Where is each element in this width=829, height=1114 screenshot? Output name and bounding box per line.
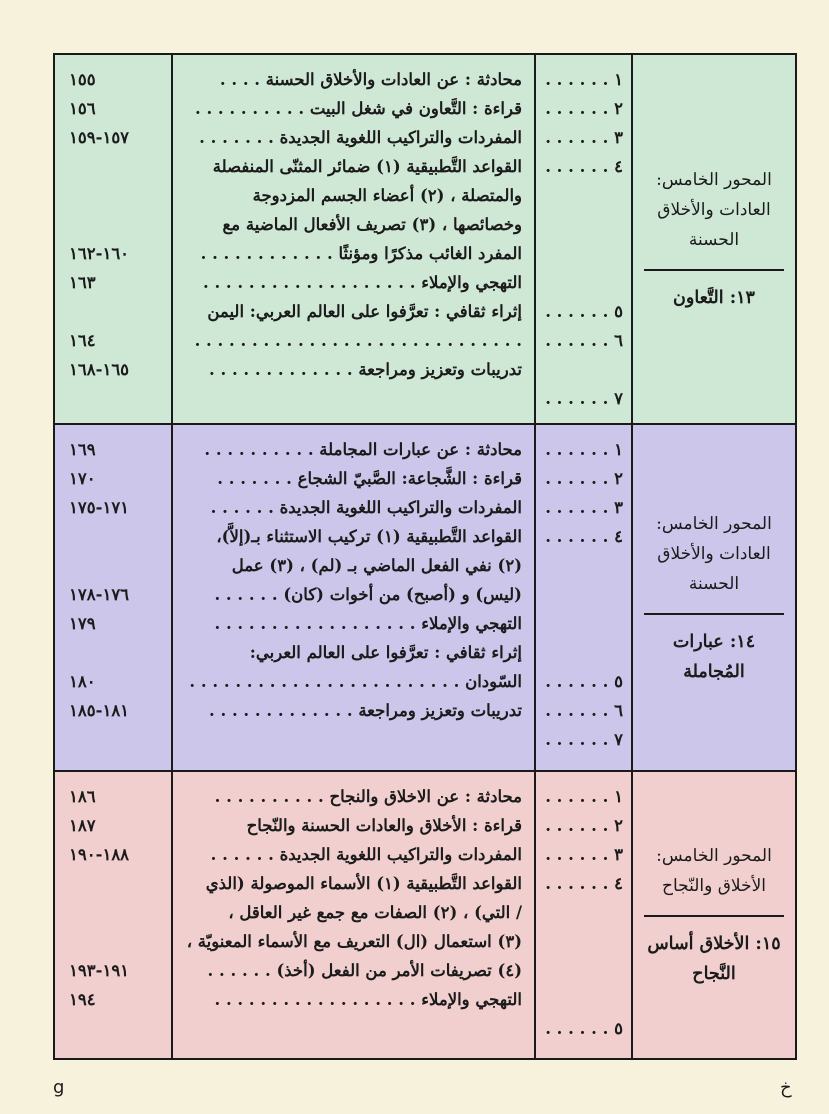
unit-14 xyxy=(55,425,795,772)
page-number: ١٥٦ xyxy=(69,99,96,118)
item-number: ٣ . . . . . . xyxy=(545,498,623,517)
item-number: ٥ . . . . . . xyxy=(545,1019,623,1038)
page-number xyxy=(69,152,171,181)
page-number xyxy=(69,297,171,326)
item-number xyxy=(536,927,623,956)
page-number: ١٨١-١٨٥ xyxy=(69,701,130,720)
lesson-contents xyxy=(171,55,534,423)
axis-title: المحور الخامس: الأخلاق والنّجاح xyxy=(656,846,772,896)
page-number xyxy=(69,210,171,239)
content-line: السّودان . . . . . . . . . . . . . . . . . . . . . . . . xyxy=(189,672,522,691)
item-number xyxy=(536,239,623,268)
content-line: . . . . . . . . . . . . . . . . . . . . . . . . . . . . . xyxy=(194,331,522,350)
lesson-contents xyxy=(171,425,534,770)
item-number: ١ . . . . . . xyxy=(545,70,623,89)
title-divider xyxy=(644,613,784,615)
content-line: القواعد التَّطبيقية (١) الأسماء الموصولة (الذي xyxy=(205,874,522,893)
unit-13 xyxy=(55,55,795,425)
page-number xyxy=(69,898,171,927)
item-numbers xyxy=(534,772,631,1058)
content-line: تدريبات وتعزيز ومراجعة . . . . . . . . . . . . . xyxy=(208,701,522,720)
page-numbers xyxy=(55,55,171,423)
item-number xyxy=(536,609,623,638)
item-number xyxy=(536,638,623,667)
content-line: قراءة : الشَّجاعة: الصَّبيّ الشجاع . . . . . . . xyxy=(217,469,522,488)
item-numbers xyxy=(534,425,631,770)
content-line: إثراء ثقافي : تعرَّفوا على العالم العربي: اليمن xyxy=(207,302,522,321)
item-number: ١ . . . . . . xyxy=(545,440,623,459)
content-line: / التي) ، (٢) الصفات مع جمع غير العاقل ، xyxy=(228,903,522,922)
page-numbers xyxy=(55,425,171,770)
page-number: ١٩٤ xyxy=(69,990,96,1009)
page-number: ١٦٥-١٦٨ xyxy=(69,360,130,379)
item-number: ٤ . . . . . . xyxy=(545,527,623,546)
page-number: ١٧٦-١٧٨ xyxy=(69,585,130,604)
page-number xyxy=(69,181,171,210)
page-number: ١٨٨-١٩٠ xyxy=(69,845,130,864)
title-divider xyxy=(644,915,784,917)
unit-title-cell xyxy=(631,772,795,1058)
item-number: ٧ . . . . . . xyxy=(545,389,623,408)
content-line: قراءة : الأخلاق والعادات الحسنة والنّجاح xyxy=(246,816,522,835)
content-line: القواعد التَّطبيقية (١) ضمائر المثنّى المنفصلة xyxy=(212,157,522,176)
page-number xyxy=(69,522,171,551)
page-number: ١٦٣ xyxy=(69,273,96,292)
table-of-contents xyxy=(53,53,797,1060)
page-number: ١٨٧ xyxy=(69,816,96,835)
unit-15 xyxy=(55,772,795,1058)
item-number xyxy=(536,985,623,1014)
item-number xyxy=(536,181,623,210)
content-line: تدريبات وتعزيز ومراجعة . . . . . . . . . . . . . xyxy=(208,360,522,379)
page-number: ١٧٠ xyxy=(69,469,96,488)
content-line: والمتصلة ، (٢) أعضاء الجسم المزدوجة xyxy=(252,186,522,205)
content-line: المفردات والتراكيب اللغوية الجديدة . . . . . . xyxy=(210,845,522,864)
item-number: ١ . . . . . . xyxy=(545,787,623,806)
content-line: التهجي والإملاء . . . . . . . . . . . . . . . . . . xyxy=(214,990,522,1009)
page-number xyxy=(69,638,171,667)
item-number xyxy=(536,551,623,580)
lesson-contents xyxy=(171,772,534,1058)
page-number: ١٦٤ xyxy=(69,331,96,350)
axis-title: المحور الخامس: العادات والأخلاق الحسنة xyxy=(656,513,772,594)
item-number: ٥ . . . . . . xyxy=(545,672,623,691)
item-number: ٧ . . . . . . xyxy=(545,730,623,749)
unit-title-cell xyxy=(631,425,795,770)
item-number: ٦ . . . . . . xyxy=(545,701,623,720)
item-number: ٢ . . . . . . xyxy=(545,816,623,835)
unit-title-cell xyxy=(631,55,795,423)
page-number: ١٦٩ xyxy=(69,440,96,459)
content-line: محادثة : عن الاخلاق والنجاح . . . . . . . . . . xyxy=(214,787,522,806)
item-number: ٣ . . . . . . xyxy=(545,128,623,147)
page-number: ١٧١-١٧٥ xyxy=(69,498,130,517)
content-line: (٤) تصريفات الأمر من الفعل (أخذ) . . . . . . xyxy=(207,961,522,980)
item-number: ٤ . . . . . . xyxy=(545,157,623,176)
content-line: (٣) استعمال (ال) التعريف مع الأسماء المعنويّة ، xyxy=(186,932,522,951)
content-line: (٢) نفي الفعل الماضي بـ (لم) ، (٣) عمل xyxy=(231,556,522,575)
item-numbers xyxy=(534,55,631,423)
content-line: محادثة : عن عبارات المجاملة . . . . . . . . . . xyxy=(204,440,522,459)
content-line: المفردات والتراكيب اللغوية الجديدة . . . . . . . xyxy=(199,128,522,147)
page-number: ١٦٠-١٦٢ xyxy=(69,244,130,263)
item-number xyxy=(536,956,623,985)
item-number xyxy=(536,355,623,384)
page-numbers xyxy=(55,772,171,1058)
page-mark-left: g xyxy=(53,1077,65,1098)
page-number: ١٥٥ xyxy=(69,70,96,89)
lesson-title: ١٥: الأخلاق أساس النَّجاح xyxy=(647,934,781,984)
item-number xyxy=(536,580,623,609)
page-number: ١٧٩ xyxy=(69,614,96,633)
title-divider xyxy=(644,269,784,271)
content-line: التهجي والإملاء . . . . . . . . . . . . . . . . . . xyxy=(214,614,522,633)
page-number xyxy=(69,551,171,580)
page-number xyxy=(69,927,171,956)
content-line: قراءة : التَّعاون في شغل البيت . . . . . . . . . . xyxy=(194,99,522,118)
axis-title: المحور الخامس: العادات والأخلاق الحسنة xyxy=(656,170,772,250)
item-number: ٢ . . . . . . xyxy=(545,99,623,118)
page-mark-right: خ xyxy=(780,1077,792,1098)
content-line: إثراء ثقافي : تعرَّفوا على العالم العربي: xyxy=(249,643,522,662)
content-line: وخصائصها ، (٣) تصريف الأفعال الماضية مع xyxy=(222,215,522,234)
page-number: ١٥٧-١٥٩ xyxy=(69,128,130,147)
content-line: المفرد الغائب مذكرًا ومؤنثًا . . . . . . . . . . . . xyxy=(200,244,522,263)
lesson-title: ١٣: التَّعاون xyxy=(673,288,755,308)
item-number: ٦ . . . . . . xyxy=(545,331,623,350)
item-number: ٣ . . . . . . xyxy=(545,845,623,864)
content-line: القواعد التَّطبيقية (١) تركيب الاستثناء بـ(إلاَّ)، xyxy=(216,527,522,546)
page-number xyxy=(69,869,171,898)
content-line: محادثة : عن العادات والأخلاق الحسنة . . . . xyxy=(219,70,522,89)
page-number: ١٨٠ xyxy=(69,672,96,691)
page-number: ١٨٦ xyxy=(69,787,96,806)
item-number: ٤ . . . . . . xyxy=(545,874,623,893)
item-number: ٢ . . . . . . xyxy=(545,469,623,488)
page-number: ١٩١-١٩٣ xyxy=(69,961,130,980)
lesson-title: ١٤: عبارات المُجاملة xyxy=(672,631,756,682)
content-line: التهجي والإملاء . . . . . . . . . . . . . . . . . . . xyxy=(202,273,522,292)
item-number xyxy=(536,898,623,927)
content-line: المفردات والتراكيب اللغوية الجديدة . . . . . . xyxy=(210,498,522,517)
item-number xyxy=(536,210,623,239)
item-number: ٥ . . . . . . xyxy=(545,302,623,321)
content-line: (ليس) و (أصبح) من أخوات (كان) . . . . . . xyxy=(214,585,522,604)
item-number xyxy=(536,268,623,297)
